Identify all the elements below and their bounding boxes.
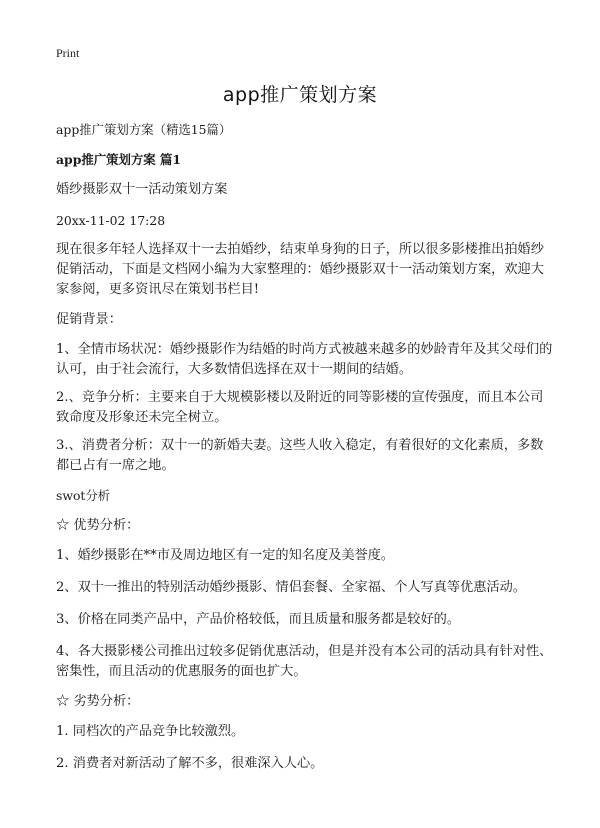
intro-paragraph: 现在很多年轻人选择双十一去拍婚纱，结束单身狗的日子，所以很多影楼推出拍婚纱促销活动，下面是文档网小编为大家整理的：婚纱摄影双十一活动策划方案，欢迎大家参阅，更多资讯尽在策划书栏目! (56, 242, 544, 297)
swot-heading: swot分析 (56, 488, 111, 503)
background-item-1: 1、全情市场状况：婚纱摄影作为结婚的时尚方式被越来越多的妙龄青年及其父母们的认可，由于社会流行，大多数情侣选择在双十一期间的结婚。 (56, 342, 553, 377)
article-date: 20xx-11-02 17:28 (56, 213, 166, 228)
weaknesses-heading: ☆ 劣势分析： (56, 694, 140, 709)
strength-item-2: 2、双十一推出的特别活动婚纱摄影、情侣套餐、全家福、个人写真等优惠活动。 (56, 580, 526, 595)
background-heading: 促销背景： (56, 312, 122, 327)
document-subtitle: app推广策划方案（精选15篇） (56, 122, 232, 137)
print-label: Print (56, 46, 80, 60)
document-title: app推广策划方案 (222, 84, 378, 106)
weakness-item-2: 2. 消费者对新活动了解不多，很难深入人心。 (56, 756, 324, 771)
strength-item-3: 3、价格在同类产品中，产品价格较低，而且质量和服务都是较好的。 (56, 612, 461, 627)
background-item-2: 2.、竞争分析：主要来自于大规模影楼以及附近的同等影楼的宣传强度，而且本公司致命度及形象还未完全树立。 (56, 390, 544, 425)
strength-item-1: 1、婚纱摄影在**市及周边地区有一定的知名度及美誉度。 (56, 548, 395, 563)
strengths-heading: ☆ 优势分析： (56, 518, 140, 533)
background-item-3: 3.、消费者分析：双十一的新婚夫妻。这些人收入稳定，有着很好的文化素质，多数都已占有一席之地。 (56, 438, 544, 473)
article-title: 婚纱摄影双十一活动策划方案 (56, 182, 228, 197)
strength-item-4: 4、各大摄影楼公司推出过较多促销优惠活动，但是并没有本公司的活动具有针对性、密集性，而且活动的优惠服务的面也扩大。 (56, 644, 553, 679)
section-heading: app推广策划方案 篇1 (56, 152, 182, 167)
weakness-item-1: 1. 同档次的产品竞争比较激烈。 (56, 724, 245, 739)
